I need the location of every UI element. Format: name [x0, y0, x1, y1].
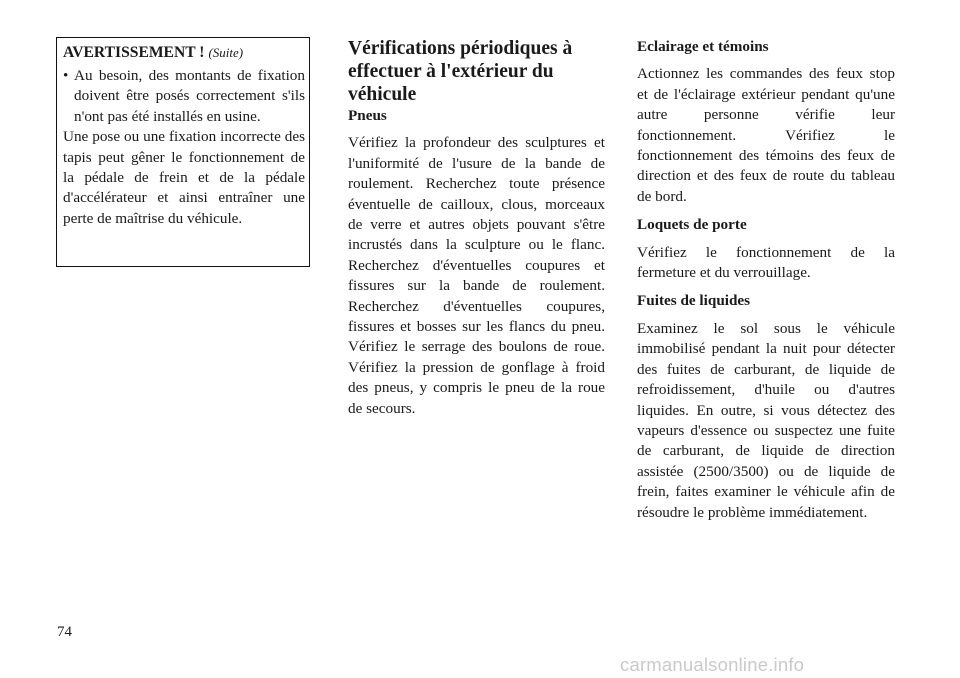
warning-bullet-item — [63, 66, 305, 127]
middle-column — [348, 37, 605, 419]
bullet-dot-icon: • — [63, 67, 69, 84]
warning-title: AVERTISSEMENT ! — [63, 44, 205, 61]
latches-heading: Loquets de porte — [637, 216, 747, 234]
page-number: 74 — [57, 624, 72, 640]
leaks-text: Examinez le sol sous le véhicule immobilisé pendant la nuit pour détecter des fuites de carburant, de liquide de refroidissement, d'huile ou d'autres liquides. En outre, si vous détectez des vapeurs d'essence ou suspectez une fuite de carburant, de liquide de direction assistée (2500/3500) ou de liquide de frein, faites examiner le véhicule afin de résoudre le problème immédiatement. — [637, 319, 895, 521]
lights-text: Actionnez les commandes des feux stop et de l'éclairage extérieur pendant qu'une autre personne vérifie leur fonctionnement. Vérifiez le fonctionnement des témoins des feux de direction et des feux de route du tableau de bord. — [637, 65, 895, 205]
tires-text: Vérifiez la profondeur des sculptures et l'uniformité de l'usure de la bande de roulement. Recherchez toute présence éventuelle de cailloux, clous, morceaux de verre et autres objets pouvant s'être incrustés dans la sculpture ou le flanc. Recherchez d'éventuelles coupures et fissures sur la bande de roulement. Recherchez d'éventuelles coupures, fissures et bosses sur les flancs du pneu. Vérifiez le serrage des boulons de roue. Vérifiez la pression de gonflage à froid des pneus, y compris le pneu de la roue de secours. — [348, 134, 605, 417]
warning-bullet-text: Au besoin, des montants de fixation doivent être posés correctement s'ils n'ont pas été installés en usine. — [74, 67, 305, 125]
warning-heading — [63, 43, 305, 63]
watermark: carmanualsonline.info — [620, 654, 805, 675]
latches-text: Vérifiez le fonctionnement de la fermeture et du verrouillage. — [637, 243, 895, 282]
right-column — [637, 37, 895, 531]
lights-heading: Eclairage et témoins — [637, 38, 769, 55]
warning-paragraph: Une pose ou une fixation incorrecte des tapis peut gêner le fonctionnement de la pédale de frein et de la pédale d'accélérateur et ainsi entraîner une perte de maîtrise du véhicule. — [63, 128, 305, 227]
section-title: Vérifications périodiques à effectuer à l'extérieur du véhicule — [348, 38, 573, 105]
warning-box — [56, 37, 310, 267]
warning-suite: (Suite) — [208, 45, 244, 60]
leaks-heading: Fuites de liquides — [637, 292, 751, 310]
tires-heading: Pneus — [348, 107, 387, 124]
